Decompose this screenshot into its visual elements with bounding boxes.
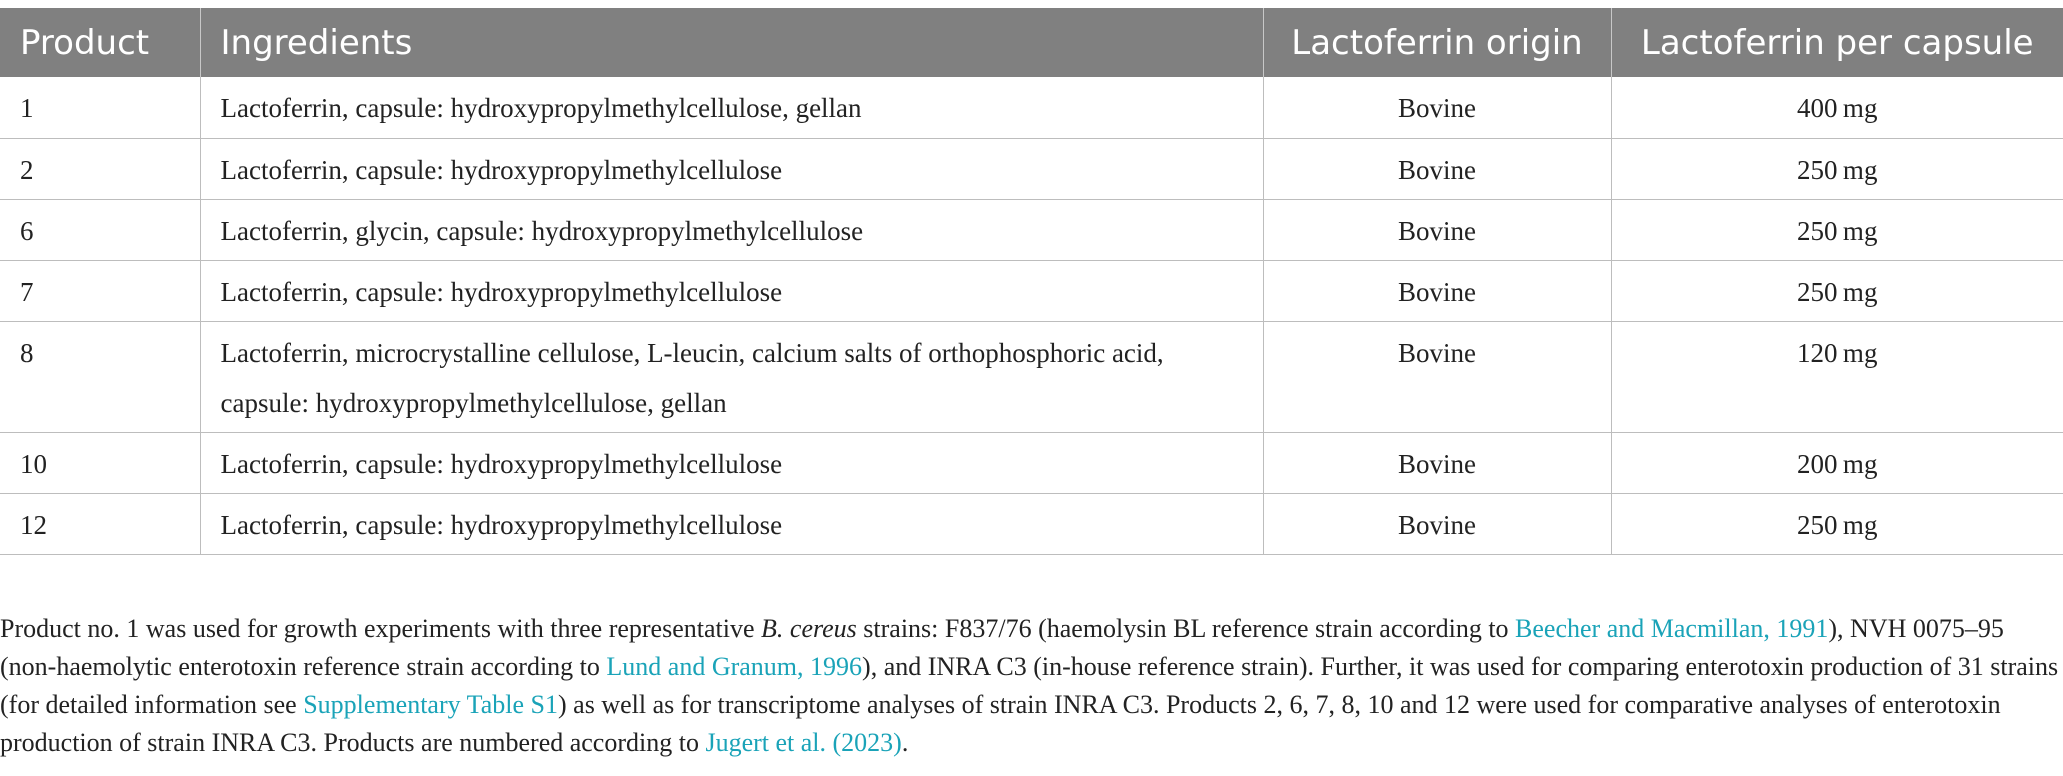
cell-per-capsule: 250 mg <box>1611 138 2063 199</box>
cell-product: 8 <box>0 321 200 432</box>
footnote-text: ), NVH 0075–95 (non-haemolytic enterotoxin reference strain according to <box>0 614 2004 681</box>
reference-link-lund[interactable]: Lund and Granum, 1996 <box>606 652 863 681</box>
cell-per-capsule: 200 mg <box>1611 432 2063 493</box>
cell-origin: Bovine <box>1263 493 1611 554</box>
table-row <box>0 321 2063 432</box>
cell-per-capsule: 250 mg <box>1611 493 2063 554</box>
species-name: B. cereus <box>761 614 857 643</box>
cell-product: 1 <box>0 77 200 138</box>
supplementary-table-link[interactable]: Supplementary Table S1 <box>303 690 558 719</box>
cell-per-capsule: 250 mg <box>1611 199 2063 260</box>
table-row <box>0 199 2063 260</box>
cell-ingredients: Lactoferrin, capsule: hydroxypropylmethylcellulose <box>200 432 1263 493</box>
cell-origin: Bovine <box>1263 77 1611 138</box>
product-table <box>0 8 2063 555</box>
header-ingredients: Ingredients <box>200 8 1263 77</box>
table-row <box>0 260 2063 321</box>
table-row <box>0 493 2063 554</box>
ingredients-line: Lactoferrin, microcrystalline cellulose, L-leucin, calcium salts of orthophosphoric acid, <box>220 337 1164 368</box>
cell-product: 6 <box>0 199 200 260</box>
cell-ingredients: Lactoferrin, capsule: hydroxypropylmethylcellulose, gellan <box>200 77 1263 138</box>
cell-ingredients <box>200 321 1263 432</box>
cell-ingredients: Lactoferrin, capsule: hydroxypropylmethylcellulose <box>200 138 1263 199</box>
cell-ingredients: Lactoferrin, capsule: hydroxypropylmethylcellulose <box>200 493 1263 554</box>
cell-per-capsule: 400 mg <box>1611 77 2063 138</box>
cell-product: 12 <box>0 493 200 554</box>
footnote-text: . <box>901 728 909 757</box>
footnote-text: ), and INRA C3 (in-house reference strain). Further, it was used for comparing enterotoxin production of 31 strains (for detailed information see <box>0 652 2059 719</box>
cell-per-capsule: 120 mg <box>1611 321 2063 432</box>
footnote-text: ) as well as for transcriptome analyses of strain INRA C3. Products 2, 6, 7, 8, 10 and 12 were used for comparative analyses of enterotoxin production of strain INRA C3. Products are numbered according to <box>0 690 2001 757</box>
cell-per-capsule: 250 mg <box>1611 260 2063 321</box>
cell-product: 10 <box>0 432 200 493</box>
cell-origin: Bovine <box>1263 260 1611 321</box>
ingredients-line: capsule: hydroxypropylmethylcellulose, gellan <box>220 387 727 418</box>
table-row <box>0 432 2063 493</box>
cell-ingredients: Lactoferrin, capsule: hydroxypropylmethylcellulose <box>200 260 1263 321</box>
cell-origin: Bovine <box>1263 432 1611 493</box>
cell-product: 2 <box>0 138 200 199</box>
reference-link-jugert[interactable]: Jugert et al. (2023) <box>705 728 902 757</box>
cell-origin: Bovine <box>1263 199 1611 260</box>
header-lactoferrin-origin: Lactoferrin origin <box>1263 8 1611 77</box>
cell-product: 7 <box>0 260 200 321</box>
product-table-container <box>0 8 2063 555</box>
footnote-text: strains: F837/76 (haemolysin BL reference strain according to <box>856 614 1516 643</box>
footnote-text: Product no. 1 was used for growth experiments with three representative <box>0 614 762 643</box>
cell-ingredients: Lactoferrin, glycin, capsule: hydroxypropylmethylcellulose <box>200 199 1263 260</box>
reference-link-beecher[interactable]: Beecher and Macmillan, 1991 <box>1515 614 1829 643</box>
table-footnote <box>0 610 2063 762</box>
cell-origin: Bovine <box>1263 138 1611 199</box>
table-row <box>0 77 2063 138</box>
header-product: Product <box>20 22 150 63</box>
header-lactoferrin-per-capsule: Lactoferrin per capsule <box>1611 8 2063 77</box>
cell-origin: Bovine <box>1263 321 1611 432</box>
table-row <box>0 138 2063 199</box>
table-header-row <box>0 8 2063 77</box>
